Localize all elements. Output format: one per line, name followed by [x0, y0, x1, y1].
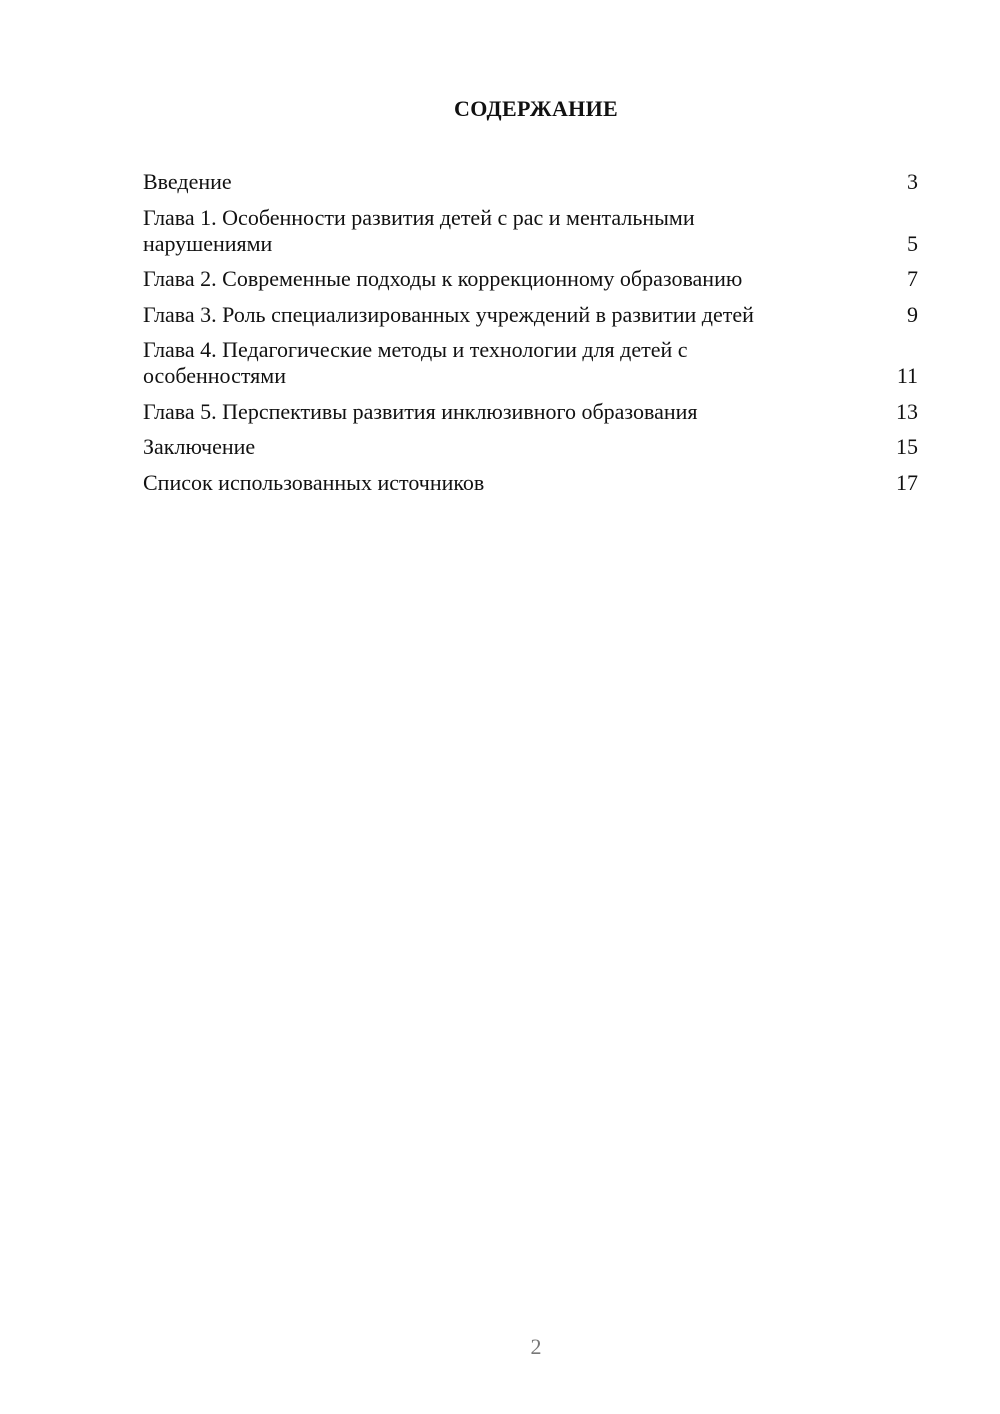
toc-entry-text: Введение — [143, 169, 232, 194]
toc-entry-chapter-4 — [143, 337, 918, 389]
page-title: СОДЕРЖАНИЕ — [454, 96, 618, 121]
toc-entry-text: Глава 2. Современные подходы к коррекционному образованию — [143, 266, 743, 291]
toc-entry-references — [143, 470, 918, 496]
toc-entry-page: 15 — [896, 434, 918, 459]
toc-entry-chapter-3 — [143, 302, 918, 328]
table-of-contents — [143, 169, 918, 505]
toc-entry-chapter-1 — [143, 205, 918, 257]
toc-entry-introduction — [143, 169, 918, 195]
toc-entry-chapter-5 — [143, 399, 918, 425]
toc-entry-page: 11 — [896, 363, 918, 388]
toc-entry-page: 5 — [907, 230, 918, 256]
toc-entry-chapter-2 — [143, 266, 918, 292]
toc-entry-page: 7 — [907, 266, 918, 291]
toc-entry-page: 3 — [907, 169, 918, 194]
toc-entry-text: Глава 5. Перспективы развития инклюзивного образования — [143, 398, 698, 424]
toc-entry-text: Заключение — [143, 434, 256, 459]
toc-entry-text: Глава 4. Педагогические методы и технологии для детей с особенностями — [143, 337, 688, 388]
page-number: 2 — [530, 1334, 542, 1359]
toc-entry-text: Глава 3. Роль специализированных учреждений в развитии детей — [143, 301, 754, 327]
toc-entry-text: Список использованных источников — [143, 469, 485, 495]
toc-entry-page: 9 — [907, 301, 918, 327]
toc-entry-page: 13 — [896, 398, 918, 424]
toc-entry-conclusion — [143, 434, 918, 460]
toc-entry-text: Глава 1. Особенности развития детей с рас и ментальными нарушениями — [143, 204, 695, 256]
toc-entry-page: 17 — [896, 469, 918, 495]
